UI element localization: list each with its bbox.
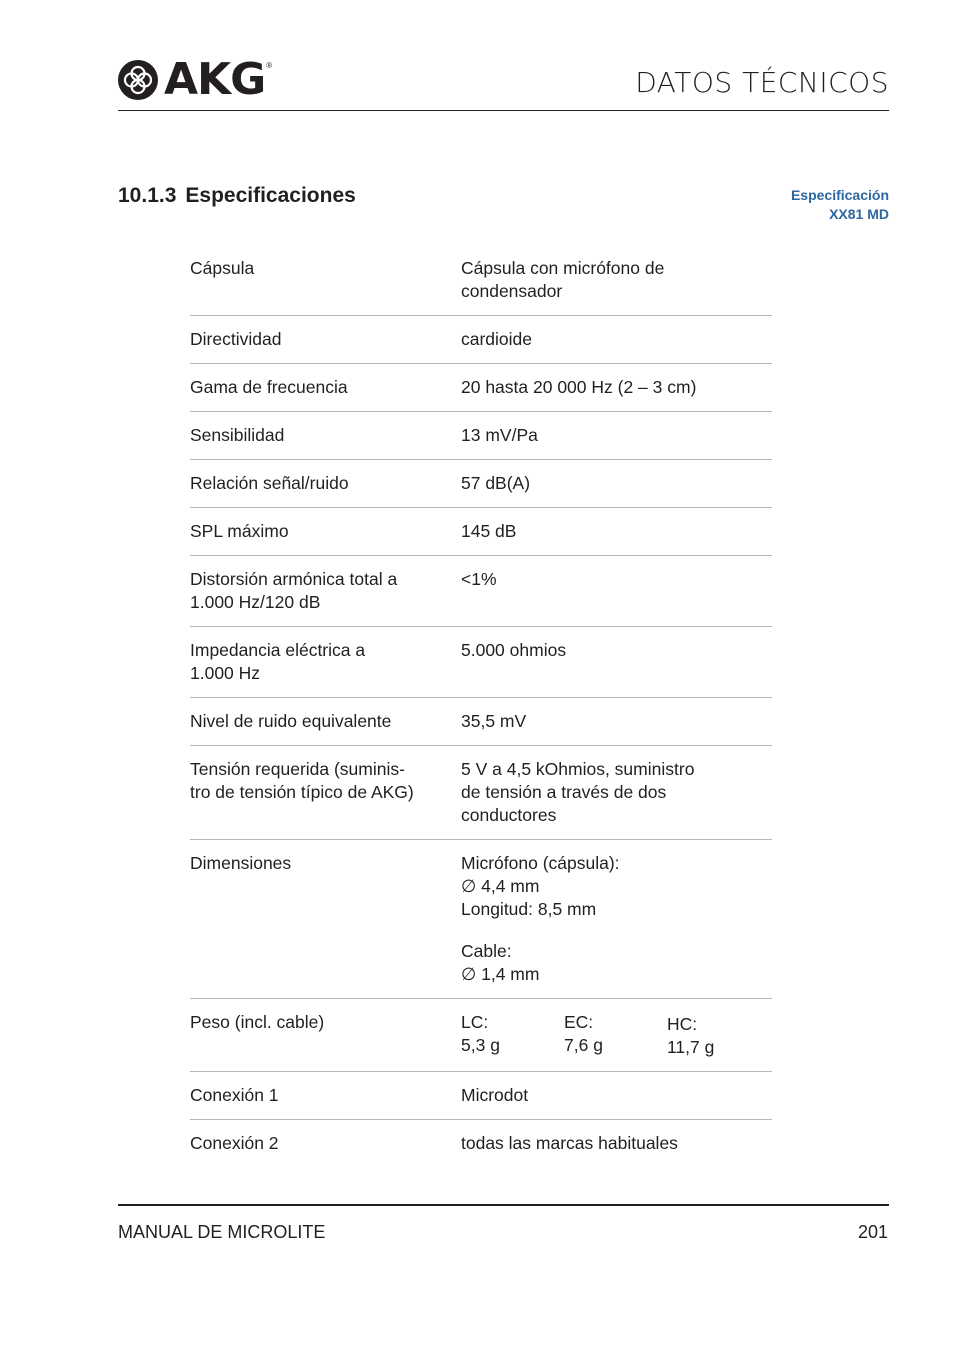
spec-label: Directividad xyxy=(190,329,282,349)
spec-value: 35,5 mV xyxy=(461,711,527,731)
section-number: 10.1.3 xyxy=(118,184,177,207)
spec-value xyxy=(461,257,772,303)
weight-lc-label: LC: xyxy=(461,1012,489,1032)
page-header-title: DATOS TÉCNICOS xyxy=(635,66,889,99)
spec-value-line: Cápsula con micrófono de xyxy=(461,258,665,278)
spec-value-line: ∅ 4,4 mm xyxy=(461,876,540,896)
spec-value: 13 mV/Pa xyxy=(461,425,538,445)
spec-value-line: condensador xyxy=(461,281,563,301)
spec-label: SPL máximo xyxy=(190,521,289,541)
footer-manual-title: MANUAL DE MICROLITE xyxy=(118,1222,326,1242)
spec-row-ruido xyxy=(190,698,772,746)
spec-value-line: de tensión a través de dos xyxy=(461,782,667,802)
akg-logo xyxy=(117,54,273,105)
spec-label: Relación señal/ruido xyxy=(190,473,349,493)
weight-hc-value: 11,7 g xyxy=(667,1037,715,1057)
spec-label: Peso (incl. cable) xyxy=(190,1012,325,1032)
spec-row-distorsion xyxy=(190,556,772,627)
spec-value: todas las marcas habituales xyxy=(461,1133,678,1153)
spec-label: Cápsula xyxy=(190,258,255,278)
logo-wordmark: AKG xyxy=(164,54,266,105)
weight-hc-label: HC: xyxy=(667,1014,698,1034)
spec-row-dimensiones xyxy=(190,840,772,999)
spec-value: Microdot xyxy=(461,1085,529,1105)
spec-value xyxy=(461,852,772,986)
spec-row-relacion xyxy=(190,460,772,508)
spec-row-peso xyxy=(190,999,772,1072)
spec-label: Conexión 2 xyxy=(190,1133,279,1153)
section-heading xyxy=(118,184,356,208)
weight-ec-value: 7,6 g xyxy=(564,1035,603,1055)
header-divider xyxy=(118,110,889,111)
spec-label-line: 1.000 Hz xyxy=(190,663,261,683)
spec-label: Nivel de ruido equivalente xyxy=(190,711,392,731)
spec-row-sensibilidad xyxy=(190,412,772,460)
spec-label-line: Impedancia eléctrica a xyxy=(190,640,366,660)
margin-note-line: Especificación xyxy=(790,187,889,203)
spec-label: Dimensiones xyxy=(190,853,292,873)
spec-value: cardioide xyxy=(461,329,533,349)
spec-label-line: tro de tensión típico de AKG) xyxy=(190,782,414,802)
margin-note xyxy=(791,186,889,224)
weight-lc xyxy=(461,1011,564,1059)
weight-hc xyxy=(667,1011,770,1059)
spec-label-line: Tensión requerida (suminis- xyxy=(190,759,405,779)
spec-label xyxy=(190,758,461,827)
spec-value-line: Cable: xyxy=(461,941,512,961)
spec-label-line: Distorsión armónica total a xyxy=(190,569,398,589)
spec-value xyxy=(461,1011,772,1059)
spec-value: <1% xyxy=(461,569,497,589)
section-title: Especificaciones xyxy=(185,184,356,207)
spec-row-frecuencia xyxy=(190,364,772,412)
spec-label xyxy=(190,568,461,614)
weight-ec-label: EC: xyxy=(564,1012,594,1032)
weight-lc-value: 5,3 g xyxy=(461,1035,500,1055)
spec-row-directividad xyxy=(190,316,772,364)
spec-value xyxy=(461,758,772,827)
spec-label: Gama de frecuencia xyxy=(190,377,348,397)
spec-row-conexion2 xyxy=(190,1120,772,1167)
spec-value-line: Longitud: 8,5 mm xyxy=(461,899,597,919)
spec-row-conexion1 xyxy=(190,1072,772,1120)
spec-value-line: Micrófono (cápsula): xyxy=(461,853,620,873)
spec-label: Conexión 1 xyxy=(190,1085,279,1105)
weight-ec xyxy=(564,1011,667,1059)
spec-value: 57 dB(A) xyxy=(461,473,531,493)
page-number: 201 xyxy=(857,1222,888,1242)
registered-mark: ® xyxy=(266,60,273,70)
spec-value-line: 5 V a 4,5 kOhmios, suministro xyxy=(461,759,695,779)
spec-row-impedancia xyxy=(190,627,772,698)
spec-value-line: ∅ 1,4 mm xyxy=(461,964,540,984)
spec-value: 20 hasta 20 000 Hz (2 – 3 cm) xyxy=(461,377,697,397)
spec-row-capsula xyxy=(190,245,772,316)
spec-row-spl xyxy=(190,508,772,556)
spec-value-line: conductores xyxy=(461,805,557,825)
spec-value: 145 dB xyxy=(461,521,517,541)
spec-label xyxy=(190,639,461,685)
spec-row-tension xyxy=(190,746,772,840)
spec-label-line: 1.000 Hz/120 dB xyxy=(190,592,321,612)
margin-note-line: XX81 MD xyxy=(829,206,889,222)
spec-value: 5.000 ohmios xyxy=(461,640,567,660)
specifications-table xyxy=(190,245,772,1167)
spec-value-spacer xyxy=(461,921,772,940)
spec-label: Sensibilidad xyxy=(190,425,285,445)
footer-divider xyxy=(118,1204,889,1206)
akg-emblem-icon xyxy=(117,59,159,101)
